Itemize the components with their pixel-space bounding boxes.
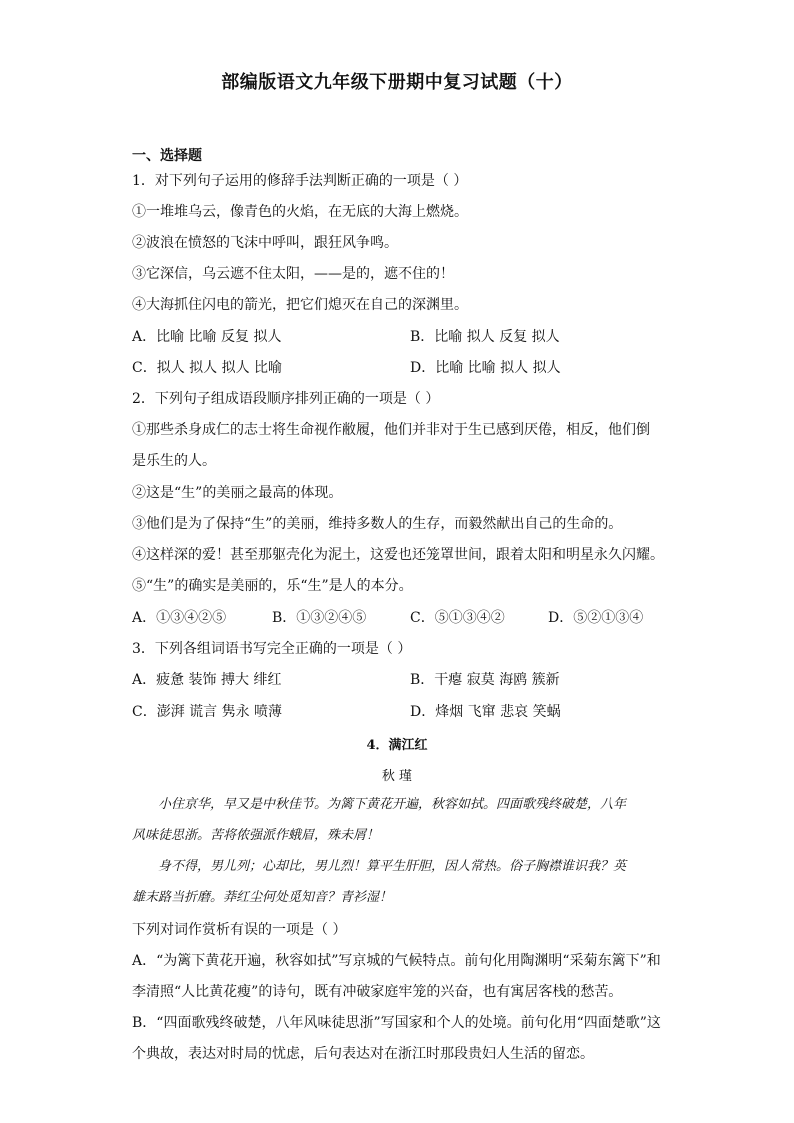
q1-item-4: ④大海抓住闪电的箭光，把它们熄灭在自己的深渊里。	[132, 297, 468, 313]
section-heading: 一、选择题	[132, 148, 202, 164]
q3-stem: 3．下列各组词语书写完全正确的一项是（ ）	[132, 641, 412, 657]
page-title: 部编版语文九年级下册期中复习试题（十）	[221, 72, 573, 93]
q2-option-c: C．⑤①③④②	[410, 610, 505, 626]
q1-option-b: B．比喻 拟人 反复 拟人	[410, 329, 560, 345]
q1-item-1: ①一堆堆乌云，像青色的火焰，在无底的大海上燃烧。	[132, 204, 468, 220]
q1-stem: 1．对下列句子运用的修辞手法判断正确的一项是（ ）	[132, 173, 468, 189]
q1-option-d: D．比喻 比喻 拟人 拟人	[410, 360, 561, 376]
poem-line-2: 风味徒思浙。苦将侬强派作蛾眉，殊未屑！	[132, 828, 380, 843]
q1-option-c: C．拟人 拟人 拟人 比喻	[132, 360, 283, 376]
q2-option-d: D．⑤②①③④	[548, 610, 644, 626]
q2-item-4: ④这样深的爱！甚至那躯壳化为泥土，这爱也还笼罩世间，跟着太阳和明星永久闪耀。	[132, 547, 664, 563]
q2-option-a: A．①③④②⑤	[132, 610, 227, 626]
poem-line-3: 身不得，男儿列；心却比，男儿烈！算平生肝胆，因人常热。俗子胸襟谁识我？英	[158, 859, 627, 874]
q2-option-b: B．①③②④⑤	[272, 610, 367, 626]
q3-option-a: A．疲惫 装饰 搏大 绯红	[132, 672, 282, 688]
q4-option-b-line-1: B．“四面歌残终破楚，八年风味徒思浙”写国家和个人的处境。前句化用“四面楚歌”这	[132, 1015, 661, 1031]
q3-option-c: C．澎湃 谎言 隽永 喷薄	[132, 704, 283, 720]
q3-option-d: D．烽烟 飞窜 悲哀 笑蜗	[410, 704, 561, 720]
poem-line-4: 雄末路当折磨。莽红尘何处觅知音？青衫湿！	[132, 890, 393, 905]
q2-item-3: ③他们是为了保持“生”的美丽，维持多数人的生存，而毅然献出自己的生命的。	[132, 516, 623, 532]
q4-stem: 下列对词作赏析有误的一项是（ ）	[132, 922, 347, 938]
q2-item-1-line-1: ①那些杀身成仁的志士将生命视作敝履，他们并非对于生已感到厌倦，相反，他们倒	[132, 422, 650, 438]
poem-author: 秋 瑾	[381, 769, 413, 784]
q4-option-a-line-2: 李清照“人比黄花瘦”的诗句，既有冲破家庭牢笼的兴奋，也有寓居客栈的愁苦。	[132, 984, 623, 1000]
q1-item-3: ③它深信，乌云遮不住太阳，——是的，遮不住的！	[132, 266, 454, 282]
q2-stem: 2．下列句子组成语段顺序排列正确的一项是（ ）	[132, 391, 440, 407]
q4-option-b-line-2: 个典故，表达对时局的忧虑，后句表达对在浙江时那段贵妇人生活的留恋。	[132, 1046, 594, 1062]
q2-item-5: ⑤“生”的确实是美丽的，乐“生”是人的本分。	[132, 578, 413, 594]
q1-option-a: A．比喻 比喻 反复 拟人	[132, 329, 282, 345]
q4-option-a-line-1: A．“为篱下黄花开遍，秋容如拭”写京城的气候特点。前句化用陶渊明“采菊东篱下”和	[132, 953, 661, 969]
poem-title: 4．满江红	[366, 738, 428, 753]
poem-line-1: 小住京华，早又是中秋佳节。为篱下黄花开遍，秋容如拭。四面歌残终破楚，八年	[158, 797, 627, 812]
q3-option-b: B．干瘪 寂莫 海鸥 簇新	[410, 672, 560, 688]
q2-item-2: ②这是“生”的美丽之最高的体现。	[132, 485, 343, 501]
q2-item-1-line-2: 是乐生的人。	[132, 453, 216, 469]
q1-item-2: ②波浪在愤怒的飞沫中呼叫，跟狂风争鸣。	[132, 235, 398, 251]
